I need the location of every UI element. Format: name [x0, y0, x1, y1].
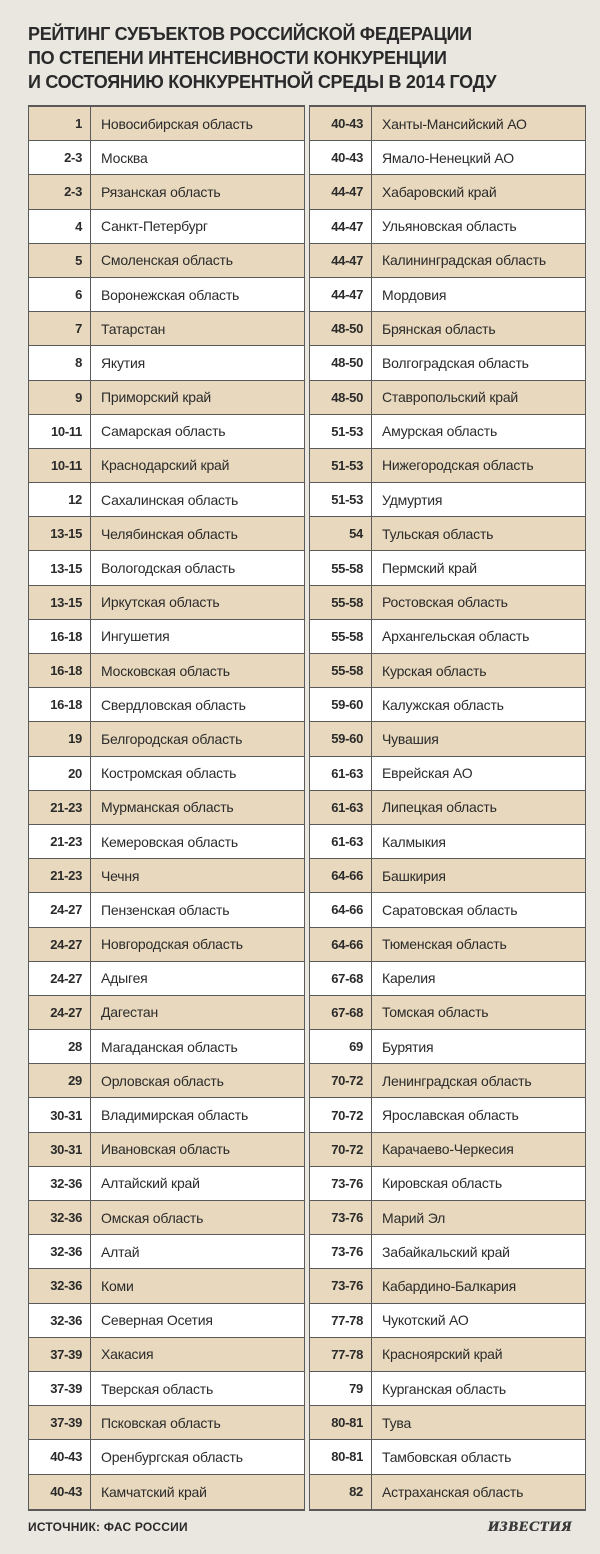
rank-cell: 2-3 — [29, 175, 91, 208]
region-name-cell: Карелия — [382, 970, 436, 987]
rank-cell: 8 — [29, 346, 91, 379]
region-name-cell: Санкт-Петербург — [101, 218, 208, 235]
region-name-cell: Удмуртия — [382, 491, 443, 508]
region-name-cell: Свердловская область — [101, 696, 246, 713]
table-row — [310, 141, 585, 175]
rank-cell: 30-31 — [29, 1098, 91, 1131]
rank-cell: 16-18 — [29, 620, 91, 653]
rank-cell: 79 — [310, 1372, 372, 1405]
rank-cell: 73-76 — [310, 1269, 372, 1302]
table-row — [310, 1440, 585, 1474]
region-name-cell: Астраханская область — [382, 1483, 524, 1500]
title-line-2: ПО СТЕПЕНИ ИНТЕНСИВНОСТИ КОНКУРЕНЦИИ — [28, 48, 447, 68]
region-name-cell: Марий Эл — [382, 1209, 446, 1226]
table-row — [29, 278, 304, 312]
rank-cell: 12 — [29, 483, 91, 516]
region-name-cell: Алтай — [101, 1243, 140, 1260]
region-name-cell: Брянская область — [382, 320, 496, 337]
rank-cell: 13-15 — [29, 586, 91, 619]
region-name-cell: Тульская область — [382, 525, 494, 542]
table-row — [29, 962, 304, 996]
region-name-cell: Тверская область — [101, 1380, 214, 1397]
region-name-cell: Коми — [101, 1277, 134, 1294]
region-name-cell: Волгоградская область — [382, 354, 529, 371]
source-note: ИСТОЧНИК: ФАС РОССИИ — [28, 1520, 188, 1534]
rank-cell: 40-43 — [29, 1440, 91, 1473]
table-row — [310, 1235, 585, 1269]
rank-cell: 80-81 — [310, 1440, 372, 1473]
rank-cell: 55-58 — [310, 551, 372, 584]
region-name-cell: Омская область — [101, 1209, 204, 1226]
table-row — [29, 1269, 304, 1303]
table-row — [29, 210, 304, 244]
region-name-cell: Ярославская область — [382, 1107, 519, 1124]
region-name-cell: Пензенская область — [101, 901, 230, 918]
table-row — [310, 1133, 585, 1167]
rank-cell: 48-50 — [310, 312, 372, 345]
region-name-cell: Башкирия — [382, 867, 446, 884]
region-name-cell: Ханты-Мансийский АО — [382, 115, 527, 132]
table-row — [29, 483, 304, 517]
rank-cell: 73-76 — [310, 1167, 372, 1200]
table-row — [310, 551, 585, 585]
table-row — [29, 620, 304, 654]
table-row — [310, 381, 585, 415]
region-name-cell: Ставропольский край — [382, 389, 519, 406]
rank-cell: 6 — [29, 278, 91, 311]
region-name-cell: Липецкая область — [382, 799, 497, 816]
region-name-cell: Вологодская область — [101, 560, 236, 577]
region-name-cell: Курская область — [382, 662, 487, 679]
rank-cell: 40-43 — [310, 141, 372, 174]
rank-cell: 40-43 — [29, 1475, 91, 1509]
table-row — [310, 757, 585, 791]
region-name-cell: Белгородская область — [101, 730, 243, 747]
region-name-cell: Тамбовская область — [382, 1448, 512, 1465]
table-row — [29, 928, 304, 962]
region-name-cell: Чукотский АО — [382, 1312, 469, 1329]
table-row — [29, 1440, 304, 1474]
table-row — [29, 791, 304, 825]
rank-cell: 7 — [29, 312, 91, 345]
rank-cell: 37-39 — [29, 1372, 91, 1405]
rank-cell: 51-53 — [310, 415, 372, 448]
rank-cell: 73-76 — [310, 1201, 372, 1234]
rank-cell: 32-36 — [29, 1269, 91, 1302]
rank-cell: 16-18 — [29, 688, 91, 721]
region-name-cell: Сахалинская область — [101, 491, 239, 508]
region-name-cell: Курганская область — [382, 1380, 507, 1397]
rank-cell: 10-11 — [29, 415, 91, 448]
rank-cell: 70-72 — [310, 1064, 372, 1097]
rank-cell: 44-47 — [310, 210, 372, 243]
table-row — [310, 996, 585, 1030]
rank-cell: 32-36 — [29, 1167, 91, 1200]
table-row — [29, 1167, 304, 1201]
region-name-cell: Ульяновская область — [382, 218, 517, 235]
region-name-cell: Иркутская область — [101, 594, 220, 611]
table-row — [310, 107, 585, 141]
rank-cell: 77-78 — [310, 1338, 372, 1371]
region-name-cell: Северная Осетия — [101, 1312, 213, 1329]
rank-cell: 24-27 — [29, 928, 91, 961]
table-row — [29, 1030, 304, 1064]
table-row — [310, 1030, 585, 1064]
rank-cell: 9 — [29, 381, 91, 414]
table-row — [29, 996, 304, 1030]
ranking-table-left — [28, 105, 305, 1511]
rank-cell: 37-39 — [29, 1338, 91, 1371]
region-name-cell: Ямало-Ненецкий АО — [382, 149, 514, 166]
rank-cell: 64-66 — [310, 859, 372, 892]
rank-cell: 61-63 — [310, 825, 372, 858]
rank-cell: 29 — [29, 1064, 91, 1097]
izvestia-logo: ИЗВЕСТИЯ — [487, 1518, 572, 1535]
region-name-cell: Тува — [382, 1414, 412, 1431]
rank-cell: 44-47 — [310, 175, 372, 208]
region-name-cell: Ленинградская область — [382, 1072, 532, 1089]
rank-cell: 21-23 — [29, 825, 91, 858]
region-name-cell: Забайкальский край — [382, 1243, 510, 1260]
table-row — [310, 1201, 585, 1235]
table-row — [310, 1269, 585, 1303]
table-row — [310, 312, 585, 346]
table-row — [29, 517, 304, 551]
region-name-cell: Орловская область — [101, 1072, 224, 1089]
table-row — [310, 1064, 585, 1098]
table-row — [29, 688, 304, 722]
table-row — [29, 1372, 304, 1406]
table-row — [310, 893, 585, 927]
rank-cell: 64-66 — [310, 928, 372, 961]
table-row — [310, 928, 585, 962]
table-row — [310, 1406, 585, 1440]
rank-cell: 5 — [29, 244, 91, 277]
rank-cell: 20 — [29, 757, 91, 790]
table-row — [310, 449, 585, 483]
table-row — [310, 1167, 585, 1201]
table-row — [29, 1235, 304, 1269]
table-row — [29, 1201, 304, 1235]
rank-cell: 48-50 — [310, 346, 372, 379]
rank-cell: 32-36 — [29, 1304, 91, 1337]
region-name-cell: Хакасия — [101, 1346, 154, 1363]
region-name-cell: Амурская область — [382, 423, 498, 440]
table-row — [310, 483, 585, 517]
region-name-cell: Новгородская область — [101, 936, 243, 953]
region-name-cell: Московская область — [101, 662, 230, 679]
rank-cell: 32-36 — [29, 1235, 91, 1268]
rank-cell: 28 — [29, 1030, 91, 1063]
table-row — [29, 1064, 304, 1098]
rank-cell: 73-76 — [310, 1235, 372, 1268]
rank-cell: 21-23 — [29, 791, 91, 824]
region-name-cell: Воронежская область — [101, 286, 240, 303]
rank-cell: 67-68 — [310, 996, 372, 1029]
rank-cell: 24-27 — [29, 996, 91, 1029]
region-name-cell: Татарстан — [101, 320, 166, 337]
rank-cell: 55-58 — [310, 654, 372, 687]
region-name-cell: Якутия — [101, 354, 146, 371]
region-name-cell: Пермский край — [382, 560, 477, 577]
region-name-cell: Владимирская область — [101, 1107, 249, 1124]
region-name-cell: Магаданская область — [101, 1038, 238, 1055]
table-row — [29, 825, 304, 859]
region-name-cell: Красноярский край — [382, 1346, 503, 1363]
table-row — [29, 757, 304, 791]
table-row — [29, 1098, 304, 1132]
table-row — [310, 654, 585, 688]
region-name-cell: Ростовская область — [382, 594, 508, 611]
rank-cell: 13-15 — [29, 517, 91, 550]
rank-cell: 69 — [310, 1030, 372, 1063]
region-name-cell: Мордовия — [382, 286, 447, 303]
table-row — [29, 175, 304, 209]
region-name-cell: Чечня — [101, 867, 140, 884]
rank-cell: 21-23 — [29, 859, 91, 892]
region-name-cell: Карачаево-Черкесия — [382, 1141, 514, 1158]
table-row — [29, 449, 304, 483]
rank-cell: 24-27 — [29, 893, 91, 926]
rank-cell: 32-36 — [29, 1201, 91, 1234]
rank-cell: 44-47 — [310, 244, 372, 277]
title-line-3: И СОСТОЯНИЮ КОНКУРЕНТНОЙ СРЕДЫ В 2014 ГОДУ — [28, 72, 497, 92]
region-name-cell: Еврейская АО — [382, 765, 473, 782]
rank-cell: 59-60 — [310, 722, 372, 755]
region-name-cell: Оренбургская область — [101, 1448, 243, 1465]
table-row — [310, 825, 585, 859]
rank-cell: 4 — [29, 210, 91, 243]
table-row — [29, 1133, 304, 1167]
table-row — [310, 688, 585, 722]
region-name-cell: Томская область — [382, 1004, 489, 1021]
footer — [28, 1517, 572, 1537]
table-row — [29, 381, 304, 415]
rank-cell: 10-11 — [29, 449, 91, 482]
region-name-cell: Ивановская область — [101, 1141, 230, 1158]
rank-cell: 40-43 — [310, 107, 372, 140]
rank-cell: 37-39 — [29, 1406, 91, 1439]
rank-cell: 54 — [310, 517, 372, 550]
table-row — [310, 415, 585, 449]
region-name-cell: Краснодарский край — [101, 457, 230, 474]
table-row — [310, 346, 585, 380]
table-row — [29, 722, 304, 756]
rank-cell: 44-47 — [310, 278, 372, 311]
table-row — [310, 175, 585, 209]
rank-cell: 67-68 — [310, 962, 372, 995]
rank-cell: 64-66 — [310, 893, 372, 926]
region-name-cell: Москва — [101, 149, 148, 166]
table-row — [310, 1475, 585, 1509]
region-name-cell: Камчатский край — [101, 1483, 207, 1500]
rank-cell: 48-50 — [310, 381, 372, 414]
rank-cell: 55-58 — [310, 586, 372, 619]
region-name-cell: Челябинская область — [101, 525, 238, 542]
table-row — [310, 517, 585, 551]
table-row — [29, 1338, 304, 1372]
rank-cell: 19 — [29, 722, 91, 755]
table-row — [310, 210, 585, 244]
region-name-cell: Смоленская область — [101, 252, 233, 269]
region-name-cell: Мурманская область — [101, 799, 234, 816]
rank-cell: 16-18 — [29, 654, 91, 687]
title-line-1: РЕЙТИНГ СУБЪЕКТОВ РОССИЙСКОЙ ФЕДЕРАЦИИ — [28, 24, 472, 44]
rank-cell: 77-78 — [310, 1304, 372, 1337]
region-name-cell: Алтайский край — [101, 1175, 200, 1192]
region-name-cell: Хабаровский край — [382, 183, 497, 200]
rank-cell: 2-3 — [29, 141, 91, 174]
region-name-cell: Приморский край — [101, 389, 212, 406]
region-name-cell: Рязанская область — [101, 183, 221, 200]
region-name-cell: Чувашия — [382, 730, 439, 747]
ranking-table-right — [309, 105, 586, 1511]
region-name-cell: Калужская область — [382, 696, 504, 713]
region-name-cell: Самарская область — [101, 423, 226, 440]
table-row — [29, 141, 304, 175]
table-row — [310, 1338, 585, 1372]
table-row — [29, 1475, 304, 1509]
region-name-cell: Бурятия — [382, 1038, 434, 1055]
table-row — [29, 415, 304, 449]
region-name-cell: Дагестан — [101, 1004, 159, 1021]
table-row — [310, 859, 585, 893]
region-name-cell: Ингушетия — [101, 628, 170, 645]
table-row — [310, 1372, 585, 1406]
rank-cell: 13-15 — [29, 551, 91, 584]
rank-cell: 82 — [310, 1475, 372, 1509]
rank-cell: 51-53 — [310, 483, 372, 516]
table-row — [29, 1406, 304, 1440]
region-name-cell: Адыгея — [101, 970, 148, 987]
rank-cell: 55-58 — [310, 620, 372, 653]
table-row — [310, 620, 585, 654]
region-name-cell: Саратовская область — [382, 901, 518, 918]
rank-cell: 24-27 — [29, 962, 91, 995]
region-name-cell: Кемеровская область — [101, 833, 238, 850]
region-name-cell: Калмыкия — [382, 833, 446, 850]
table-row — [310, 1098, 585, 1132]
table-row — [310, 244, 585, 278]
table-row — [310, 278, 585, 312]
table-row — [310, 962, 585, 996]
region-name-cell: Архангельская область — [382, 628, 530, 645]
rank-cell: 59-60 — [310, 688, 372, 721]
rank-cell: 61-63 — [310, 757, 372, 790]
table-row — [310, 1304, 585, 1338]
rank-cell: 1 — [29, 107, 91, 140]
rank-cell: 70-72 — [310, 1133, 372, 1166]
page-title — [28, 22, 588, 94]
region-name-cell: Калининградская область — [382, 252, 546, 269]
table-row — [29, 107, 304, 141]
table-row — [29, 551, 304, 585]
region-name-cell: Новосибирская область — [101, 115, 253, 132]
rank-cell: 70-72 — [310, 1098, 372, 1131]
table-row — [29, 586, 304, 620]
table-row — [29, 893, 304, 927]
table-row — [29, 654, 304, 688]
table-row — [310, 722, 585, 756]
table-row — [29, 346, 304, 380]
table-row — [29, 859, 304, 893]
table-row — [29, 1304, 304, 1338]
table-row — [29, 244, 304, 278]
table-row — [310, 791, 585, 825]
rank-cell: 51-53 — [310, 449, 372, 482]
rank-cell: 61-63 — [310, 791, 372, 824]
table-row — [310, 586, 585, 620]
rank-cell: 30-31 — [29, 1133, 91, 1166]
rank-cell: 80-81 — [310, 1406, 372, 1439]
table-row — [29, 312, 304, 346]
region-name-cell: Тюменская область — [382, 936, 507, 953]
region-name-cell: Кабардино-Балкария — [382, 1277, 517, 1294]
region-name-cell: Псковская область — [101, 1414, 221, 1431]
region-name-cell: Костромская область — [101, 765, 237, 782]
region-name-cell: Кировская область — [382, 1175, 502, 1192]
region-name-cell: Нижегородская область — [382, 457, 534, 474]
